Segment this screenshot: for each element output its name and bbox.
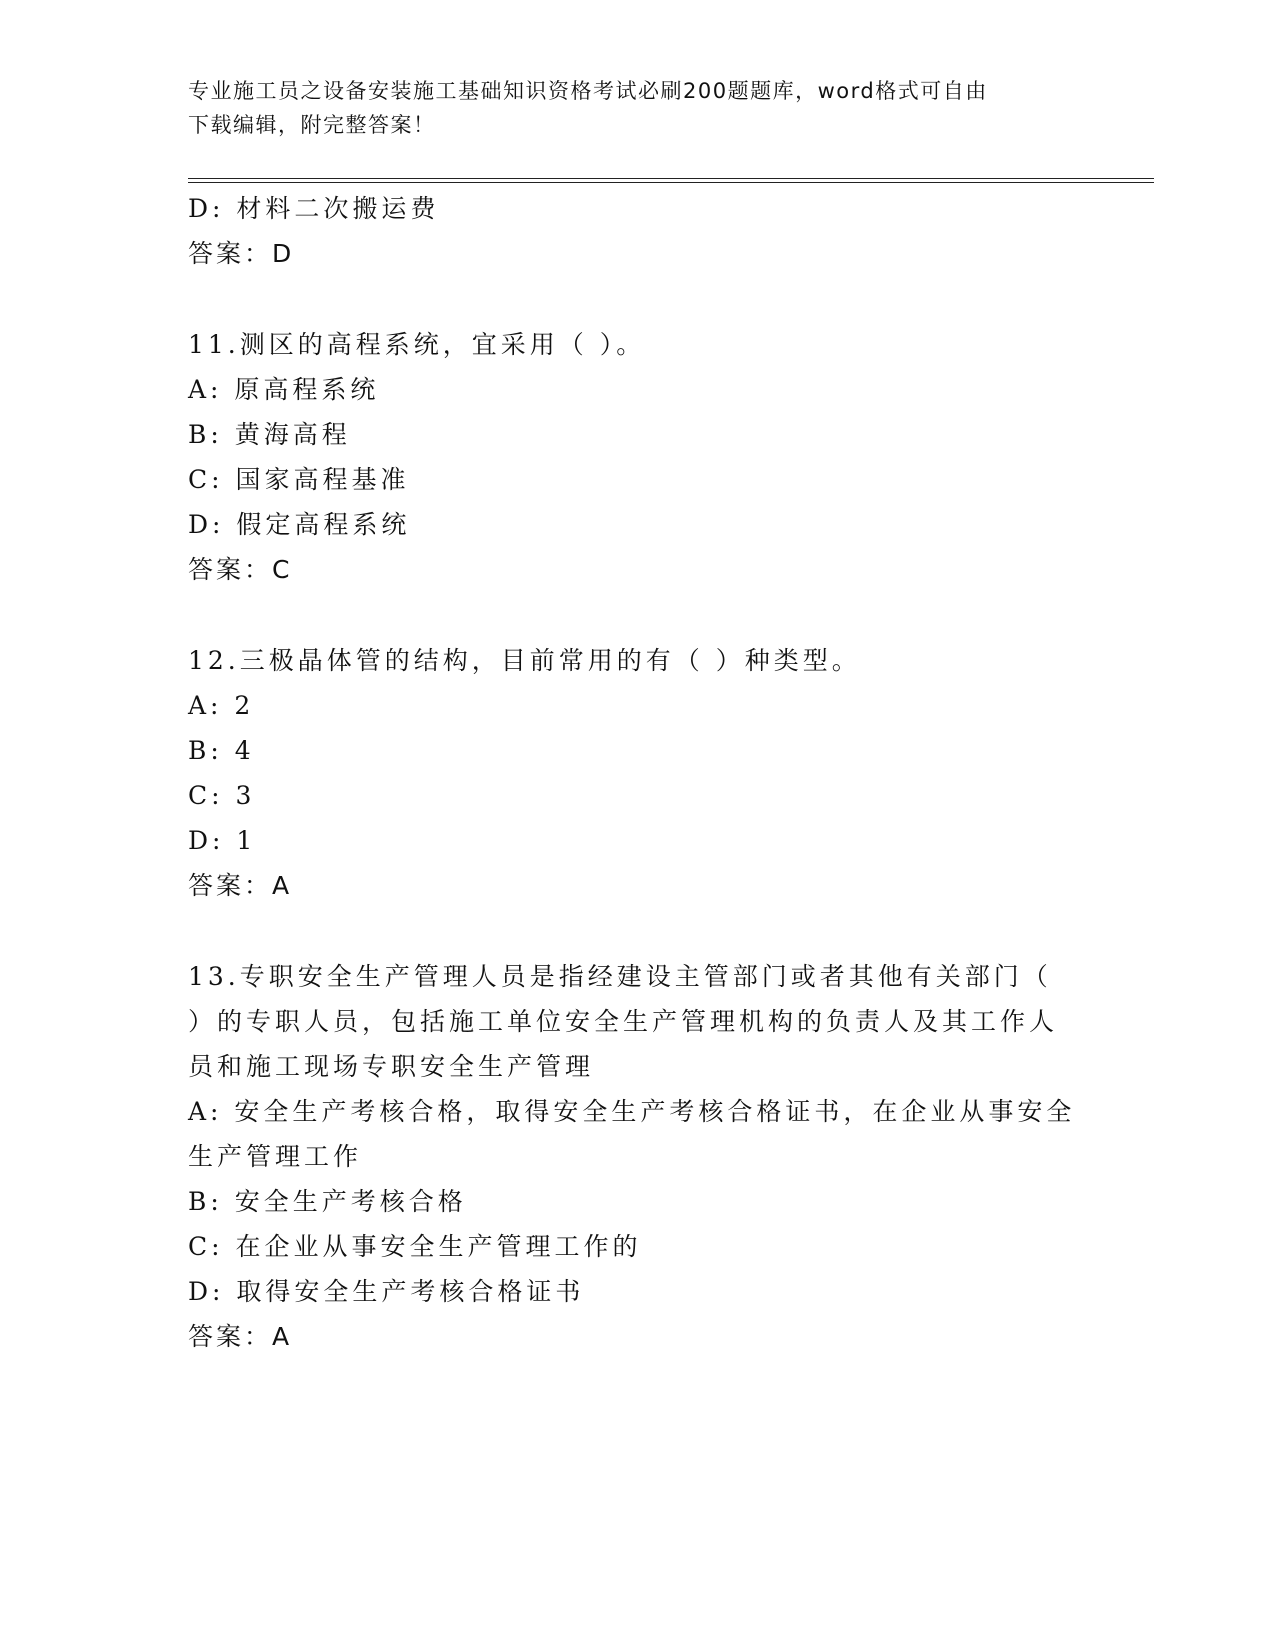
question-stem-line-3: 员和施工现场专职安全生产管理 xyxy=(188,1052,595,1081)
answer-line: 答案：D xyxy=(188,239,295,268)
document-header xyxy=(188,74,1088,142)
option-c: C: 在企业从事安全生产管理工作的 xyxy=(188,1232,642,1261)
header-divider-top xyxy=(188,178,1154,179)
question-stem-line-2: ）的专职人员，包括施工单位安全生产管理机构的负责人及其工作人 xyxy=(188,1007,1059,1036)
question-11 xyxy=(188,322,1108,592)
previous-question-tail xyxy=(188,186,1108,276)
option-c: C: 国家高程基准 xyxy=(188,465,410,494)
question-stem-line-1: 13.专职安全生产管理人员是指经建设主管部门或者其他有关部门（ xyxy=(188,962,1052,991)
option-a-line-2: 生产管理工作 xyxy=(188,1142,363,1171)
header-title-line-1: 专业施工员之设备安装施工基础知识资格考试必刷200题题库，word格式可自由 xyxy=(188,79,988,103)
question-stem: 11.测区的高程系统，宜采用（ ）。 xyxy=(188,330,646,359)
option-b: B: 4 xyxy=(188,736,255,765)
question-content xyxy=(188,186,1108,1359)
option-d: D: 假定高程系统 xyxy=(188,510,411,539)
question-stem: 12.三极晶体管的结构，目前常用的有（ ）种类型。 xyxy=(188,646,861,675)
question-12 xyxy=(188,638,1108,908)
question-13 xyxy=(188,954,1108,1359)
answer-line: 答案：A xyxy=(188,871,293,900)
option-d: D: 取得安全生产考核合格证书 xyxy=(188,1277,585,1306)
header-title-line-2: 下载编辑，附完整答案！ xyxy=(188,113,436,137)
option-b: B: 安全生产考核合格 xyxy=(188,1187,467,1216)
option-a-line-1: A: 安全生产考核合格，取得安全生产考核合格证书，在企业从事安全 xyxy=(188,1097,1076,1126)
option-b: B: 黄海高程 xyxy=(188,420,351,449)
option-c: C: 3 xyxy=(188,781,256,810)
option-d: D: 材料二次搬运费 xyxy=(188,194,440,223)
option-a: A: 原高程系统 xyxy=(188,375,380,404)
option-a: A: 2 xyxy=(188,691,255,720)
header-divider-bottom xyxy=(188,182,1154,183)
option-d: D: 1 xyxy=(188,826,257,855)
answer-line: 答案：A xyxy=(188,1322,293,1351)
answer-line: 答案：C xyxy=(188,555,293,584)
